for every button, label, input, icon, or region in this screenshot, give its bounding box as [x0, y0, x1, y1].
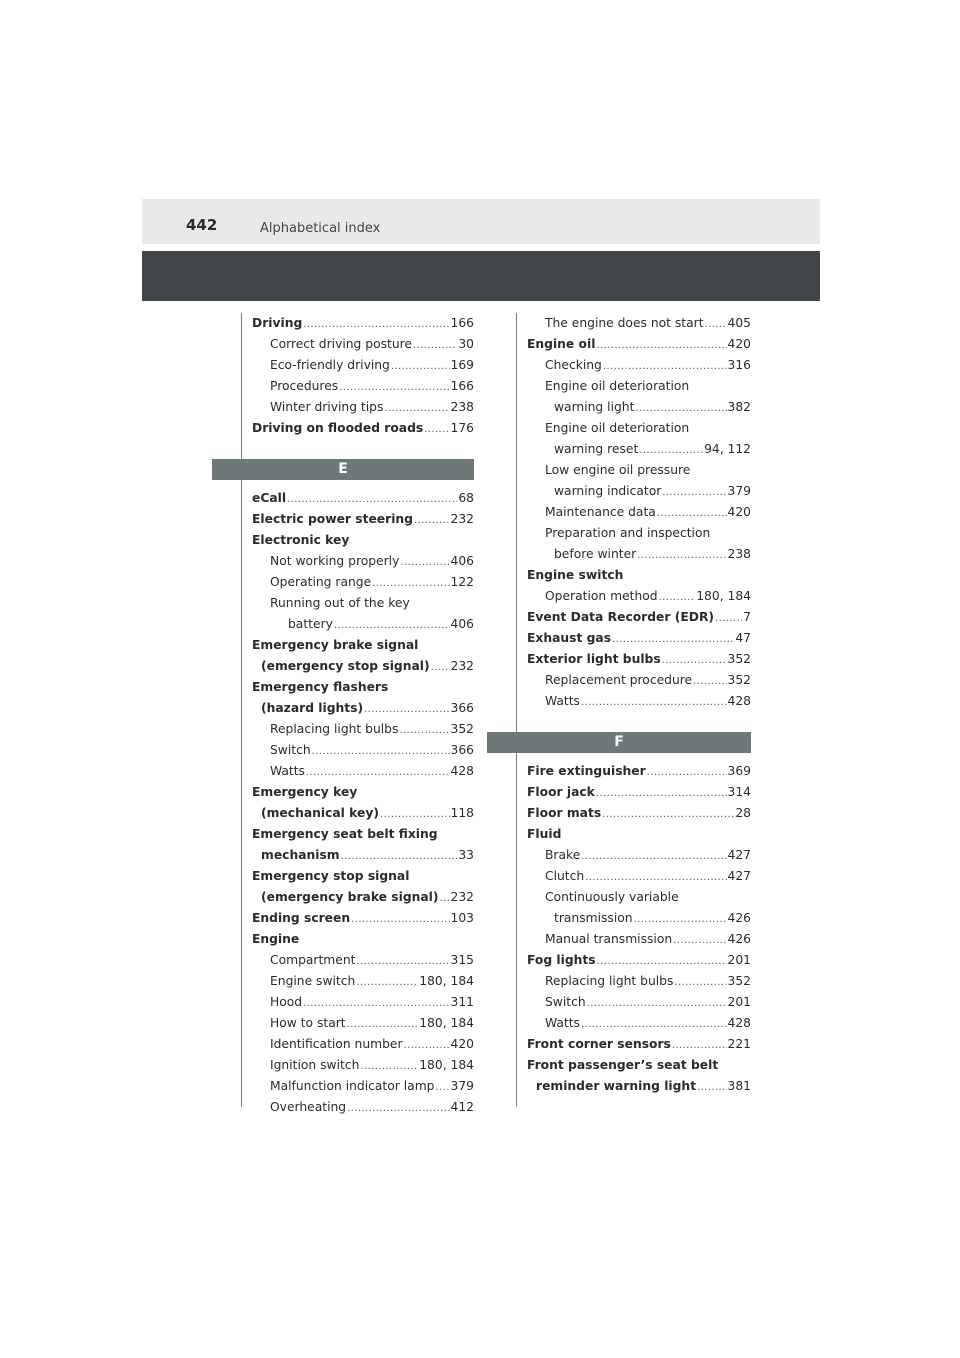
index-entry	[252, 313, 474, 334]
index-entry	[270, 1055, 474, 1076]
entry-term: (emergency stop signal)	[261, 659, 430, 673]
entry-term: battery	[288, 617, 333, 631]
leader-dots	[341, 845, 458, 867]
entry-term: Hood	[270, 995, 303, 1009]
entry-term: warning indicator	[554, 484, 662, 498]
entry-page: 369	[727, 764, 751, 778]
section-title: Alphabetical index	[260, 221, 381, 236]
entry-term: Event Data Recorder (EDR)	[527, 610, 715, 624]
entry-term: Floor mats	[527, 806, 602, 820]
entry-term: transmission	[554, 911, 633, 925]
index-entry	[545, 691, 751, 712]
leader-dots	[587, 992, 727, 1014]
leader-dots	[672, 1034, 727, 1056]
entry-term: Replacement procedure	[545, 673, 693, 687]
leader-dots	[596, 782, 727, 804]
entry-page: 314	[727, 785, 751, 799]
entry-page: 122	[450, 575, 474, 589]
entry-term: Switch	[545, 995, 586, 1009]
index-column-right	[516, 313, 753, 1107]
leader-dots	[303, 313, 449, 335]
entry-page: 33	[458, 848, 474, 862]
entry-term: Overheating	[270, 1100, 347, 1114]
entry-page: 30	[458, 337, 474, 351]
index-column-left	[241, 313, 476, 1114]
index-entry	[261, 656, 474, 677]
index-heading: Running out of the key	[270, 596, 410, 610]
index-entry	[270, 551, 474, 572]
leader-dots	[612, 628, 734, 650]
leader-dots	[597, 950, 727, 972]
index-entry	[545, 992, 751, 1013]
leader-dots	[674, 971, 726, 993]
entry-term: Winter driving tips	[270, 400, 384, 414]
entry-term: Not working properly	[270, 554, 400, 568]
leader-dots	[657, 502, 727, 524]
entry-term: Front corner sensors	[527, 1037, 671, 1051]
index-entry	[252, 488, 474, 509]
entry-term: Checking	[545, 358, 602, 372]
leader-dots	[414, 509, 450, 531]
entry-page: 201	[727, 995, 751, 1009]
entry-page: 379	[450, 1079, 474, 1093]
entry-page: 180, 184	[419, 1016, 474, 1030]
entry-term: eCall	[252, 491, 287, 505]
index-entry	[527, 628, 751, 649]
leader-dots	[647, 761, 727, 783]
leader-dots	[659, 586, 696, 608]
index-entry	[527, 761, 751, 782]
index-entry	[527, 1034, 751, 1055]
entry-page: 427	[727, 848, 751, 862]
entry-term: Engine oil	[527, 337, 596, 351]
leader-dots	[391, 355, 450, 377]
leader-dots	[581, 845, 726, 867]
entry-page: 94, 112	[704, 442, 751, 456]
entry-term: (hazard lights)	[261, 701, 364, 715]
index-entry	[270, 397, 474, 418]
index-entry	[554, 908, 751, 929]
entry-term: Clutch	[545, 869, 585, 883]
leader-dots	[306, 761, 450, 783]
index-heading: Emergency key	[252, 785, 358, 799]
entry-term: Operating range	[270, 575, 372, 589]
leader-dots	[673, 929, 726, 951]
leader-dots	[662, 649, 727, 671]
index-entry	[270, 355, 474, 376]
entry-term: Procedures	[270, 379, 339, 393]
entry-term: Identification number	[270, 1037, 403, 1051]
index-entry	[252, 509, 474, 530]
entry-term: Exterior light bulbs	[527, 652, 661, 666]
entry-page: 366	[450, 743, 474, 757]
entry-page: 428	[727, 1016, 751, 1030]
leader-dots	[287, 488, 457, 510]
entry-page: 420	[450, 1037, 474, 1051]
entry-page: 366	[450, 701, 474, 715]
entry-page: 428	[727, 694, 751, 708]
entry-term: Maintenance data	[545, 505, 656, 519]
index-heading: Engine	[252, 932, 300, 946]
entry-page: 426	[727, 932, 751, 946]
index-entry	[261, 887, 474, 908]
entry-term: warning reset	[554, 442, 639, 456]
leader-dots	[635, 397, 726, 419]
entry-page: 176	[450, 421, 474, 435]
leader-dots	[372, 572, 449, 594]
index-entry	[545, 971, 751, 992]
entry-term: Replacing light bulbs	[270, 722, 399, 736]
entry-page: 406	[450, 554, 474, 568]
leader-dots	[581, 691, 727, 713]
index-entry	[270, 1013, 474, 1034]
entry-term: Eco-friendly driving	[270, 358, 390, 372]
index-heading: Engine switch	[527, 568, 624, 582]
index-entry	[270, 761, 474, 782]
index-entry	[545, 670, 751, 691]
entry-page: 420	[727, 505, 751, 519]
leader-dots	[639, 439, 703, 461]
leader-dots	[431, 656, 450, 678]
entry-page: 201	[727, 953, 751, 967]
index-entry	[252, 418, 474, 439]
entry-term: Switch	[270, 743, 311, 757]
entry-page: 352	[727, 974, 751, 988]
index-heading: Emergency seat belt fixing	[252, 827, 438, 841]
index-entry	[261, 698, 474, 719]
entry-page: 180, 184	[419, 1058, 474, 1072]
index-entry	[545, 586, 751, 607]
leader-dots	[424, 418, 449, 440]
entry-page: 381	[727, 1079, 751, 1093]
entry-page: 238	[727, 547, 751, 561]
entry-term: Ignition switch	[270, 1058, 360, 1072]
leader-dots	[662, 481, 726, 503]
entry-term: Floor jack	[527, 785, 595, 799]
entry-page: 352	[450, 722, 474, 736]
index-entry	[545, 929, 751, 950]
entry-page: 28	[735, 806, 751, 820]
leader-dots	[413, 334, 457, 356]
index-letter-heading: E	[212, 459, 474, 480]
leader-dots	[356, 971, 418, 993]
entry-term: Replacing light bulbs	[545, 974, 674, 988]
entry-page: 166	[450, 316, 474, 330]
index-entry	[270, 1034, 474, 1055]
index-entry	[261, 803, 474, 824]
leader-dots	[347, 1013, 419, 1035]
index-letter-heading: F	[487, 732, 751, 753]
index-entry	[288, 614, 474, 635]
entry-term: Driving on flooded roads	[252, 421, 424, 435]
leader-dots	[351, 908, 449, 930]
entry-term: Watts	[270, 764, 305, 778]
index-entry	[270, 572, 474, 593]
entry-page: 232	[450, 659, 474, 673]
leader-dots	[693, 670, 726, 692]
entry-page: 382	[727, 400, 751, 414]
leader-dots	[356, 950, 449, 972]
entry-term: Watts	[545, 694, 580, 708]
entry-term: Operation method	[545, 589, 658, 603]
index-entry	[545, 866, 751, 887]
index-entry	[270, 334, 474, 355]
index-entry	[527, 649, 751, 670]
entry-page: 427	[727, 869, 751, 883]
entry-page: 352	[727, 673, 751, 687]
leader-dots	[364, 698, 449, 720]
leader-dots	[399, 719, 449, 741]
index-heading: Engine oil deterioration	[545, 379, 690, 393]
index-entry	[554, 439, 751, 460]
leader-dots	[705, 313, 727, 335]
entry-page: 232	[450, 512, 474, 526]
index-entry	[554, 397, 751, 418]
leader-dots	[360, 1055, 418, 1077]
index-heading: Emergency flashers	[252, 680, 389, 694]
entry-page: 180, 184	[419, 974, 474, 988]
index-heading: Emergency brake signal	[252, 638, 419, 652]
entry-page: 118	[450, 806, 474, 820]
entry-page: 316	[727, 358, 751, 372]
entry-page: 352	[727, 652, 751, 666]
entry-page: 405	[727, 316, 751, 330]
leader-dots	[602, 803, 734, 825]
entry-page: 238	[450, 400, 474, 414]
leader-dots	[596, 334, 726, 356]
entry-term: mechanism	[261, 848, 340, 862]
index-entry	[252, 908, 474, 929]
leader-dots	[603, 355, 727, 377]
entry-page: 7	[743, 610, 751, 624]
index-entry	[545, 355, 751, 376]
index-heading: Electronic key	[252, 533, 350, 547]
index-entry	[270, 950, 474, 971]
index-entry	[545, 502, 751, 523]
index-heading: Emergency stop signal	[252, 869, 410, 883]
entry-term: Fog lights	[527, 953, 596, 967]
index-entry	[527, 334, 751, 355]
entry-page: 47	[735, 631, 751, 645]
entry-page: 406	[450, 617, 474, 631]
leader-dots	[435, 1076, 449, 1098]
entry-term: Ending screen	[252, 911, 351, 925]
entry-page: 379	[727, 484, 751, 498]
index-entry	[270, 719, 474, 740]
leader-dots	[334, 614, 450, 636]
entry-term: (mechanical key)	[261, 806, 379, 820]
header-dark-band	[142, 251, 820, 301]
entry-term: Manual transmission	[545, 932, 673, 946]
entry-page: 412	[450, 1100, 474, 1114]
leader-dots	[715, 607, 742, 629]
index-entry	[270, 992, 474, 1013]
index-heading: Continuously variable	[545, 890, 679, 904]
entry-term: Electric power steering	[252, 512, 413, 526]
entry-page: 68	[458, 491, 474, 505]
index-entry	[270, 740, 474, 761]
entry-term: warning light	[554, 400, 635, 414]
entry-term: Engine switch	[270, 974, 356, 988]
leader-dots	[634, 908, 727, 930]
index-entry	[554, 544, 751, 565]
index-entry	[270, 376, 474, 397]
entry-term: Compartment	[270, 953, 356, 967]
index-heading: Front passenger’s seat belt	[527, 1058, 719, 1072]
index-entry	[270, 971, 474, 992]
entry-term: The engine does not start	[545, 316, 704, 330]
leader-dots	[347, 1097, 449, 1119]
leader-dots	[303, 992, 449, 1014]
entry-term: Malfunction indicator lamp	[270, 1079, 435, 1093]
entry-page: 103	[450, 911, 474, 925]
entry-page: 221	[727, 1037, 751, 1051]
leader-dots	[440, 887, 450, 909]
leader-dots	[400, 551, 449, 573]
leader-dots	[697, 1076, 726, 1098]
entry-page: 428	[450, 764, 474, 778]
entry-term: How to start	[270, 1016, 346, 1030]
entry-page: 426	[727, 911, 751, 925]
page-number: 442	[186, 216, 218, 234]
entry-term: Watts	[545, 1016, 580, 1030]
index-entry	[261, 845, 474, 866]
index-entry	[527, 607, 751, 628]
entry-term: Brake	[545, 848, 581, 862]
entry-page: 311	[450, 995, 474, 1009]
index-heading: Low engine oil pressure	[545, 463, 691, 477]
entry-term: reminder warning light	[536, 1079, 697, 1093]
entry-page: 315	[450, 953, 474, 967]
index-entry	[270, 1076, 474, 1097]
index-entry	[554, 481, 751, 502]
entry-page: 166	[450, 379, 474, 393]
index-entry	[270, 1097, 474, 1118]
index-heading: Preparation and inspection	[545, 526, 711, 540]
index-entry	[527, 950, 751, 971]
leader-dots	[581, 1013, 727, 1035]
leader-dots	[637, 544, 726, 566]
index-heading: Fluid	[527, 827, 562, 841]
index-entry	[527, 803, 751, 824]
entry-term: Exhaust gas	[527, 631, 612, 645]
index-entry	[545, 845, 751, 866]
entry-page: 169	[450, 358, 474, 372]
index-entry	[536, 1076, 751, 1097]
leader-dots	[384, 397, 449, 419]
index-entry	[545, 313, 751, 334]
page-header-bar	[142, 199, 820, 244]
entry-term: (emergency brake signal)	[261, 890, 439, 904]
entry-page: 420	[727, 337, 751, 351]
entry-term: Fire extinguisher	[527, 764, 646, 778]
entry-term: before winter	[554, 547, 637, 561]
leader-dots	[404, 1034, 450, 1056]
entry-page: 180, 184	[696, 589, 751, 603]
leader-dots	[585, 866, 726, 888]
leader-dots	[339, 376, 449, 398]
leader-dots	[312, 740, 450, 762]
entry-term: Driving	[252, 316, 303, 330]
entry-page: 232	[450, 890, 474, 904]
entry-term: Correct driving posture	[270, 337, 412, 351]
index-heading: Engine oil deterioration	[545, 421, 690, 435]
leader-dots	[380, 803, 450, 825]
index-entry	[527, 782, 751, 803]
index-entry	[545, 1013, 751, 1034]
